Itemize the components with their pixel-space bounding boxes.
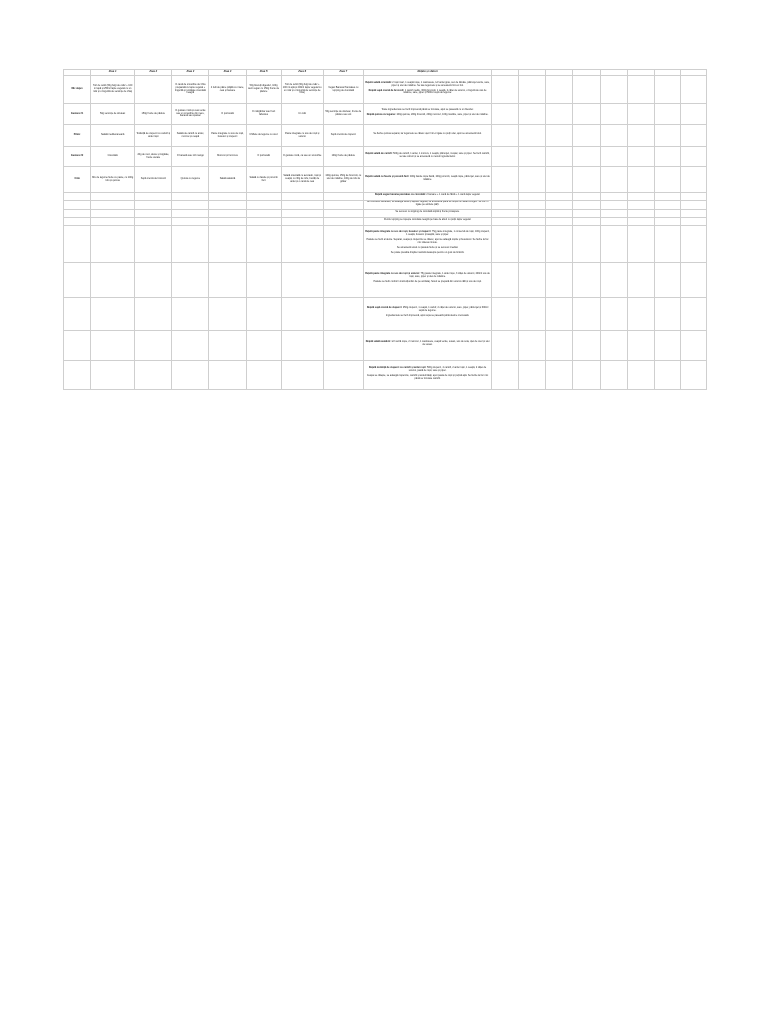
empty-cell	[492, 193, 519, 201]
empty-cell	[573, 360, 600, 389]
empty-cell	[172, 330, 209, 360]
empty-cell	[680, 147, 706, 167]
empty-cell	[680, 225, 706, 262]
meal-cell: Supă cremă de ciuperci	[323, 125, 363, 147]
meal-cell: O gustare mică și ceai verde sau un smoothie din mere, banană sau spanac	[172, 104, 209, 125]
recipe-paragraph: Se fierbe quinoa separat, iar legumele se călesc ușor într-o tigaie cu puțin ulei, apoi se amestecă totul.	[373, 132, 482, 136]
empty-cell	[654, 330, 680, 360]
meal-cell: Quinoa cu legume	[172, 167, 209, 193]
meal-plan-table	[63, 69, 707, 390]
empty-cell	[281, 217, 323, 225]
empty-cell	[654, 193, 680, 201]
meal-cell: O mărgăritar sau fruct fabulous	[246, 104, 281, 125]
empty-cell	[627, 201, 654, 210]
recipe-cell	[363, 360, 491, 389]
meal-cell: Mix de legume fierte cu paste, cu 100g tofu și quinoa	[91, 167, 135, 193]
recipe-paragraph: Se zdrobesc bananele, se adaugă făina și laptele vegetal, se amestecă până se obține un aluat omogen. Se coc în tigaie pe ambele părți.	[366, 200, 489, 206]
empty-cell	[627, 125, 654, 147]
meal-cell: Tort de ovăz (60g fulgi de ovăz + 100 ml apă și 250ml lapte vegetal cu un măr și o lingurită de semințe de chia)	[91, 76, 135, 104]
recipe-paragraph: Rețetă quinoa cu legume: 100g quinoa, 200g broccoli, 200g morcovi, 100g mazăre, sare, piper și ulei de măsline.	[366, 113, 489, 116]
meal-cell: Un măr	[281, 104, 323, 125]
empty-cell	[627, 167, 654, 193]
empty-cell	[680, 217, 706, 225]
empty-cell	[627, 360, 654, 389]
recipe-paragraph: Toate ingredientele se fierb împreună până se înmoaie, apoi se pasează cu un blender.	[381, 108, 474, 112]
empty-cell	[573, 167, 600, 193]
empty-cell	[546, 217, 573, 225]
recipe-paragraph: Ceapa se călește, se adaugă ciupercile, cartofii și ardeii tăiați, apoi pasta de roșii și puțină apă. Se fierbe la foc mic până se înmoaie cartofii.	[366, 373, 489, 380]
empty-cell	[492, 147, 519, 167]
recipe-paragraph: Rețetă salată cu fasole și porumb fiert: 400g fasole roșie fiartă, 100g porumb, ceapă roșie, pătrunjel, sare și ulei de măsline.	[365, 174, 490, 181]
empty-cell	[546, 262, 573, 297]
recipe-row	[64, 209, 707, 217]
empty-cell	[680, 360, 706, 389]
empty-cell	[209, 201, 246, 210]
empty-cell	[246, 297, 281, 330]
empty-cell	[600, 193, 627, 201]
empty-cell	[654, 262, 680, 297]
empty-cell	[172, 209, 209, 217]
header-day-3: Ziua 3	[172, 70, 209, 76]
recipe-cell	[363, 297, 491, 330]
empty-cell	[519, 167, 546, 193]
empty-cell	[64, 217, 91, 225]
header-day-4: Ziua 4	[209, 70, 246, 76]
empty-cell	[654, 76, 680, 104]
empty-cell	[519, 104, 546, 125]
empty-cell	[209, 225, 246, 262]
meal-cell: Chiftele de legume cu orez	[246, 125, 281, 147]
recipe-cell	[363, 209, 491, 217]
empty-cell	[519, 76, 546, 104]
empty-cell	[281, 201, 323, 210]
empty-cell	[281, 225, 323, 262]
empty-cell	[209, 297, 246, 330]
empty-cell	[680, 201, 706, 210]
recipe-paragraph: Rețetă salată de cartofi: 500g de cartofi, 1 ardei, 1 morcov, 1 ceapă, pătrunjel, muștar, sare și piper. Se fierb cartofii, se taie cuburi și se amestecă cu restul ingredientelor.	[365, 151, 490, 158]
meal-row-lunch	[64, 125, 707, 147]
empty-cell	[172, 297, 209, 330]
empty-cell	[546, 360, 573, 389]
empty-cell	[492, 76, 519, 104]
recipe-row	[64, 193, 707, 201]
empty-cell	[91, 217, 135, 225]
empty-cell	[172, 225, 209, 262]
empty-cell	[246, 360, 281, 389]
recipe-paragraph: Rețetă supă cremă de broccoli: 1 cartof mediu, 300g broccoli, 1 ceapă, 2 căței de usturoi, o lingură de ulei de măsline, sare, piper și 500ml supă de legume.	[368, 88, 487, 95]
empty-cell	[492, 104, 519, 125]
empty-cell	[209, 360, 246, 389]
empty-cell	[91, 262, 135, 297]
empty-cell	[680, 262, 706, 297]
empty-cell	[281, 262, 323, 297]
meal-cell: Paste integrale cu sos de roșii, busuioc și ciuperci	[209, 125, 246, 147]
empty-cell	[546, 104, 573, 125]
recipe-paragraph: Rețetă tocăniță de ciuperci cu cartofi și ardei roșii: 500g ciuperci, 4 cartofi, 2 ardei roșii, 1 ceapă, 2 căței de usturoi, pastă de roșii, sare și piper.	[368, 366, 487, 372]
empty-cell	[654, 209, 680, 217]
empty-cell	[135, 225, 172, 262]
empty-cell	[519, 147, 546, 167]
recipe-cell	[363, 147, 491, 167]
empty-cell	[135, 209, 172, 217]
empty-cell	[492, 225, 519, 262]
empty-cell	[492, 217, 519, 225]
empty-cell	[573, 217, 600, 225]
empty-cell	[135, 201, 172, 210]
header-day-2: Ziua 2	[135, 70, 172, 76]
empty-cell	[600, 217, 627, 225]
empty-cell	[573, 104, 600, 125]
meal-cell: 100g fructe de pădure	[323, 147, 363, 167]
empty-cell	[519, 297, 546, 330]
meal-name: Prânz	[64, 125, 91, 147]
empty-cell	[627, 330, 654, 360]
empty-cell	[323, 297, 363, 330]
empty-cell	[519, 209, 546, 217]
empty-cell	[680, 167, 706, 193]
empty-cell	[680, 76, 706, 104]
meal-row-breakfast	[64, 76, 707, 104]
empty-cell	[680, 297, 706, 330]
meal-plan-sheet	[63, 69, 707, 390]
meal-cell: O portocală	[246, 147, 281, 167]
meal-cell: Ciocolată	[91, 147, 135, 167]
empty-cell	[135, 262, 172, 297]
empty-cell	[519, 201, 546, 210]
empty-cell	[627, 104, 654, 125]
empty-cell	[654, 297, 680, 330]
recipe-cell	[363, 225, 491, 262]
meal-cell: 100g quinoa, 150g de broccoli, cu ulei de măsline, 100g de tofu la grătar	[323, 167, 363, 193]
empty-cell	[627, 76, 654, 104]
empty-cell	[680, 209, 706, 217]
empty-cell	[680, 125, 706, 147]
empty-cell	[654, 125, 680, 147]
empty-cell	[627, 193, 654, 201]
empty-cell	[600, 360, 627, 389]
empty-cell	[135, 330, 172, 360]
empty-cell	[281, 193, 323, 201]
empty-cell	[654, 147, 680, 167]
recipe-paragraph: Pastele se fierb al dente. Separat, ceapa și ciupercile se călesc, apoi se adaugă roșiile și busuiocul. Se fierbe la foc mic câteva minute.	[366, 237, 489, 244]
empty-cell	[573, 225, 600, 262]
header-recipes: Rețete și sfaturi	[363, 70, 491, 76]
empty-cell	[64, 201, 91, 210]
empty-cell	[600, 201, 627, 210]
recipe-paragraph: Rețetă paste integrale cu sos de roșii și usturoi: 75g paste integrale, 1 ardei roșu, 3 căței de usturoi, 200ml sos de roșii, sare, piper și ulei de măsline.	[365, 272, 490, 279]
empty-cell	[172, 217, 209, 225]
empty-cell	[323, 201, 363, 210]
empty-cell	[91, 225, 135, 262]
meal-cell: 20g de nuci, alune și migdale, fructe uscate	[135, 147, 172, 167]
empty-cell	[91, 193, 135, 201]
empty-cell	[519, 360, 546, 389]
empty-cell	[627, 262, 654, 297]
empty-cell	[64, 297, 91, 330]
empty-cell	[209, 262, 246, 297]
meal-cell: 50g semințe de dovleac	[91, 104, 135, 125]
recipe-cell	[363, 262, 491, 297]
empty-cell	[546, 201, 573, 210]
empty-cell	[546, 125, 573, 147]
empty-cell	[573, 147, 600, 167]
recipe-row	[64, 201, 707, 210]
meal-cell: O banană sau 1/2 mango	[172, 147, 209, 167]
empty-cell	[281, 360, 323, 389]
recipe-paragraph: Rețetă vegan banana pancakes cu ciocolată: 2 banane + 1 cană de făină + 1 cană lapte vegetal.	[374, 193, 481, 197]
empty-cell	[135, 193, 172, 201]
empty-cell	[519, 225, 546, 262]
empty-cell	[246, 209, 281, 217]
meal-cell: Salată orientală cu avocado, roșii și ceapă, cu 30g de tofu, bucăți de ardei și o cană de ceai	[281, 167, 323, 193]
empty-cell	[323, 360, 363, 389]
empty-cell	[546, 297, 573, 330]
empty-cell	[654, 201, 680, 210]
empty-cell	[91, 330, 135, 360]
empty-cell	[246, 330, 281, 360]
recipe-row	[64, 217, 707, 225]
meal-name: Cină	[64, 167, 91, 193]
empty-cell	[546, 147, 573, 167]
recipe-cell	[363, 104, 491, 125]
empty-cell	[492, 201, 519, 210]
empty-cell	[135, 360, 172, 389]
meal-cell: Paste integrale cu sos de roșii și usturoi	[281, 125, 323, 147]
empty-cell	[492, 262, 519, 297]
meal-cell: Salată mediteraneană	[91, 125, 135, 147]
empty-cell	[600, 297, 627, 330]
meal-name: Gustare #2	[64, 147, 91, 167]
empty-cell	[91, 209, 135, 217]
meal-cell: 50g biscuiți digestivi, 100g iaurt vegan cu 150g fructe de pădure	[246, 76, 281, 104]
empty-cell	[519, 330, 546, 360]
recipe-row	[64, 297, 707, 330]
empty-cell	[323, 217, 363, 225]
empty-cell	[680, 104, 706, 125]
empty-cell	[64, 330, 91, 360]
empty-cell	[654, 167, 680, 193]
empty-cell	[627, 209, 654, 217]
recipe-cell	[363, 201, 491, 210]
recipe-paragraph: Se poate presăra drojdie inactivă deasupra pentru un gust de brânză.	[390, 250, 465, 254]
empty-cell	[323, 225, 363, 262]
empty-cell	[246, 193, 281, 201]
empty-cell	[600, 147, 627, 167]
empty-cell	[209, 193, 246, 201]
recipe-paragraph: Rețetă supă cremă de ciuperci: 250g ciuperci, 1 ceapă, 1 cartof, 2 căței de usturoi, sare, piper, pătrunjel și 600ml supă de legume.	[366, 306, 489, 313]
empty-cell	[654, 360, 680, 389]
empty-cell	[600, 167, 627, 193]
empty-cell	[492, 167, 519, 193]
empty-cell	[492, 297, 519, 330]
meal-cell	[135, 76, 172, 104]
empty-cell	[546, 76, 573, 104]
meal-name: Mic dejun	[64, 76, 91, 104]
empty-cell	[546, 167, 573, 193]
meal-cell: O gustare mică, ca sau un smoothie	[281, 147, 323, 167]
empty-cell	[519, 262, 546, 297]
recipe-paragraph: Rețetă salată asiatică: 1/2 varză roșie, 2 morcovi, 1 castravete, ceapă verde, susan, sos de soia, oțet de orez și ulei de susan.	[365, 340, 490, 347]
empty-cell	[492, 330, 519, 360]
recipe-cell	[363, 76, 491, 104]
recipe-paragraph: Rețetă paste integrale cu sos de roșii, busuioc și ciuperci: 75g paste integrale, 1 conservă de roșii, 100g ciuperci, 1 ceapă, busuioc proaspăt, sare și piper.	[365, 230, 490, 236]
empty-cell	[246, 262, 281, 297]
empty-cell	[323, 262, 363, 297]
header-day-7: Ziua 7	[323, 70, 363, 76]
empty-cell	[600, 262, 627, 297]
empty-cell	[600, 225, 627, 262]
recipe-row	[64, 262, 707, 297]
empty-cell	[209, 330, 246, 360]
meal-cell: Vegan Banana Pancakes cu topping de ciocolată	[323, 76, 363, 104]
recipe-cell	[363, 167, 491, 193]
recipe-paragraph: Pastele se fierb conform instrucțiunilor de pe ambalaj. Sosul se prepară din usturoi călit și sos de roșii.	[373, 280, 482, 284]
empty-cell	[519, 125, 546, 147]
empty-cell	[91, 360, 135, 389]
meal-cell: Salată asiatică	[209, 167, 246, 193]
recipe-cell	[363, 217, 491, 225]
empty-cell	[492, 125, 519, 147]
empty-cell	[546, 193, 573, 201]
empty-cell	[323, 330, 363, 360]
empty-cell	[573, 209, 600, 217]
empty-cell	[627, 147, 654, 167]
empty-cell	[573, 125, 600, 147]
meal-cell: Tort de ovăz (60g fulgi de ovăz + 100 ml apă și 200ml lapte vegetal cu un măr și o lingurită de semințe de chia)	[281, 76, 323, 104]
empty-cell	[600, 76, 627, 104]
empty-cell	[281, 209, 323, 217]
empty-cell	[654, 225, 680, 262]
empty-cell	[492, 209, 519, 217]
recipe-paragraph: Ingredientele se fierb împreună, apoi supa se pasează până devine cremoasă.	[385, 314, 470, 318]
meal-name: Gustare #1	[64, 104, 91, 125]
meal-cell: 4 felii de pâine prăjită cu miere, ceai și banane	[209, 76, 246, 104]
recipe-paragraph: Se amestecă sosul cu pastele fierte și se servesc imediat.	[396, 245, 459, 249]
recipe-paragraph: Rețetă salată orientală: 2 roșii mari, 1 ceapă roșie, 1 castravete, 1/2 ardei gras, suc de lămâie, pătrunjel verde, sare, piper și ulei de măsline. Se taie legumele și se amestecă într-un bol.	[365, 80, 490, 87]
empty-cell	[209, 209, 246, 217]
empty-cell	[91, 297, 135, 330]
meal-cell: 150g fructe de pădure	[135, 104, 172, 125]
recipe-cell	[363, 330, 491, 360]
meal-cell: Morcovi și hummus	[209, 147, 246, 167]
meal-row-snack-1	[64, 104, 707, 125]
empty-cell	[64, 360, 91, 389]
meal-cell: Tocăniță de ciuperci cu cartofi și ardei roșii	[135, 125, 172, 147]
empty-cell	[209, 217, 246, 225]
empty-cell	[281, 297, 323, 330]
empty-cell	[680, 330, 706, 360]
recipe-paragraph: Pentru topping se topește ciocolata neagră pe baie de aburi cu puțin lapte vegetal.	[383, 217, 472, 221]
empty-cell	[573, 330, 600, 360]
empty-cell	[64, 209, 91, 217]
empty-cell	[246, 201, 281, 210]
empty-cell	[546, 209, 573, 217]
empty-cell	[91, 201, 135, 210]
recipe-row	[64, 330, 707, 360]
recipe-row	[64, 360, 707, 389]
empty-cell	[519, 217, 546, 225]
empty-cell	[172, 360, 209, 389]
empty-cell	[172, 201, 209, 210]
header-day-6: Ziua 6	[281, 70, 323, 76]
recipe-paragraph: Se servesc cu topping de ciocolată topită și fructe proaspete.	[395, 209, 460, 213]
empty-cell	[135, 297, 172, 330]
empty-cell	[246, 225, 281, 262]
empty-cell	[627, 297, 654, 330]
empty-cell	[323, 209, 363, 217]
empty-cell	[600, 209, 627, 217]
meal-cell: Salată cu fasole și porumb fiert	[246, 167, 281, 193]
empty-cell	[600, 104, 627, 125]
empty-cell	[573, 201, 600, 210]
empty-cell	[64, 193, 91, 201]
meal-cell: 50g semințe de dovleac, fructe de pădure sau unt	[323, 104, 363, 125]
empty-cell	[627, 225, 654, 262]
header-day-1: Ziua 1	[91, 70, 135, 76]
empty-cell	[600, 330, 627, 360]
empty-cell	[546, 225, 573, 262]
empty-cell	[546, 330, 573, 360]
recipe-cell	[363, 193, 491, 201]
recipe-row	[64, 225, 707, 262]
empty-cell	[323, 193, 363, 201]
empty-cell	[281, 330, 323, 360]
empty-cell	[680, 193, 706, 201]
empty-cell	[627, 217, 654, 225]
empty-cell	[519, 193, 546, 201]
header-day-5: Ziua 5	[246, 70, 281, 76]
meal-cell: O portocală	[209, 104, 246, 125]
meal-row-snack-2	[64, 147, 707, 167]
meal-row-dinner	[64, 167, 707, 193]
empty-cell	[172, 262, 209, 297]
recipe-cell	[363, 125, 491, 147]
meal-cell: O cană de smoothie de Chia preparată cu lapte vegetal + lingurită și jumătate ciocolată neagră	[172, 76, 209, 104]
meal-cell: Salată de cartofi cu ardei, morcov și ceapă	[172, 125, 209, 147]
empty-cell	[573, 193, 600, 201]
empty-cell	[492, 360, 519, 389]
empty-cell	[135, 217, 172, 225]
empty-cell	[246, 217, 281, 225]
empty-cell	[573, 262, 600, 297]
empty-cell	[600, 125, 627, 147]
empty-cell	[654, 217, 680, 225]
empty-cell	[172, 193, 209, 201]
meal-cell: Supă cremă de broccoli	[135, 167, 172, 193]
empty-cell	[64, 262, 91, 297]
empty-cell	[64, 225, 91, 262]
empty-cell	[573, 297, 600, 330]
empty-cell	[654, 104, 680, 125]
empty-cell	[573, 76, 600, 104]
